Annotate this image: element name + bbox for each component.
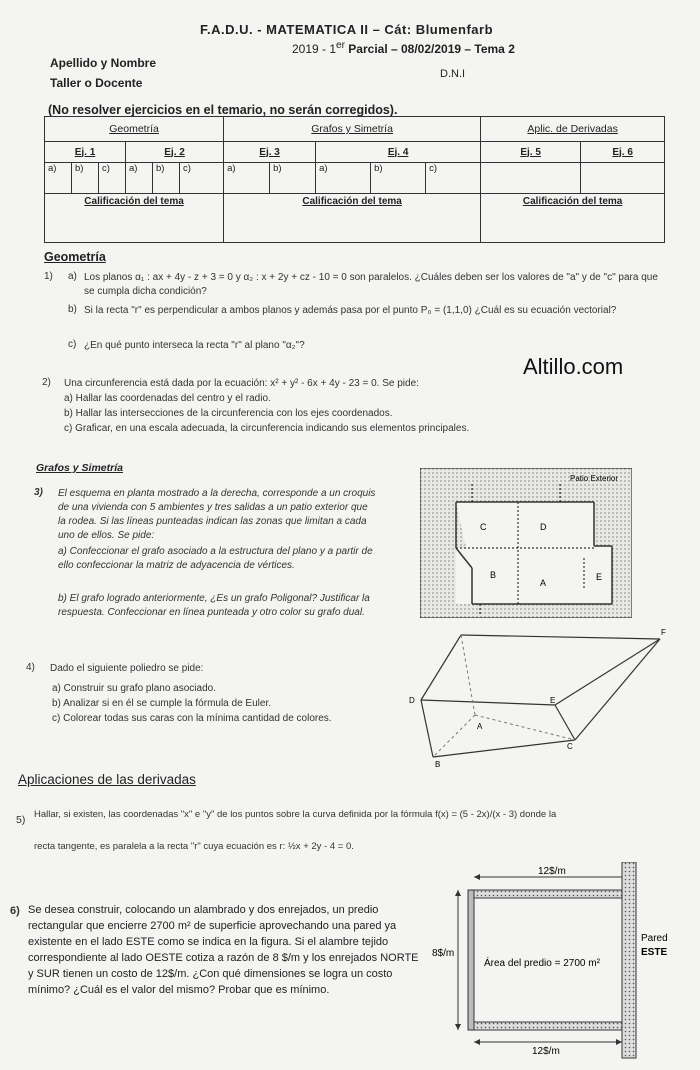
top-dim-arrow-left [474, 874, 480, 880]
calificacion-grafos: Calificación del tema [224, 194, 481, 243]
vertex-e: E [550, 696, 556, 705]
q2a-text: a) Hallar las coordenadas del centro y el radio. [64, 393, 271, 404]
q3-text: El esquema en planta mostrado a la derecha, corresponde a un croquis de una vivienda con 5 ambientes y tres salidas a un patio exterior que la rodea. Si las líneas punteadas indican las zonas que limitan a cada uno de ellos. Se pide: [58, 488, 376, 541]
label-room-b: B [490, 570, 497, 580]
q2c-text: c) Graficar, en una escala adecuada, la circunferencia indicando sus elementos principales. [64, 423, 470, 434]
section-derivadas: Aplic. de Derivadas [481, 117, 665, 142]
q2b-text: b) Hallar las intersecciones de la circunferencia con los ejes coordenados. [64, 408, 393, 419]
dni-label: D.N.I [440, 68, 466, 80]
south-fence [474, 1022, 622, 1030]
q4b-text: b) Analizar si en él se cumple la fórmula de Euler. [52, 698, 271, 709]
east-wall [622, 862, 636, 1058]
label-room-e: E [596, 572, 603, 582]
q4c-text: c) Colorear todas sus caras con la mínima cantidad de colores. [52, 713, 332, 724]
left-dim-arrow-top [455, 890, 461, 896]
floor-plan-figure [420, 468, 632, 618]
grade-cell-ej6 [581, 163, 665, 194]
polyhedron-figure [405, 625, 675, 770]
sub-label: b) [153, 163, 180, 194]
vertex-b: B [435, 760, 441, 769]
vertex-d: D [409, 696, 415, 705]
sub-label: a) [45, 163, 72, 194]
label-room-a: A [540, 578, 547, 588]
west-wire-fence [468, 890, 474, 1030]
vertex-a: A [477, 722, 483, 731]
sub-label: a) [316, 163, 371, 194]
q1-number: 1) [44, 271, 53, 282]
geometria-title: Geometría [44, 250, 106, 264]
q3b-text: b) El grafo logrado anteriormente, ¿Es un grafo Poligonal? Justificar la respuesta. Confeccionar en línea punteada y otro color su grafo dual. [58, 593, 370, 618]
q5-number: 5) [16, 814, 26, 826]
q4-number: 4) [26, 662, 35, 673]
vertex-c: C [567, 742, 573, 751]
bottom-cost-label: 12$/m [532, 1046, 560, 1057]
derivadas-title: Aplicaciones de las derivadas [18, 772, 196, 787]
q4a-text: a) Construir su grafo plano asociado. [52, 683, 216, 694]
sub-label: b) [270, 163, 316, 194]
ej-1: Ej. 1 [45, 142, 126, 163]
left-cost-label: 8$/m [432, 948, 455, 959]
bottom-dim-arrow-right [616, 1039, 622, 1045]
q6-text: Se desea construir, colocando un alambrado y dos enrejados, un predio rectangular que encierre 2700 m² de superficie aprovechando una pared ya existente en el lado ESTE como se indica en la figura. Si el alambre tejido correspondiente al lado OESTE cotiza a razón de 8 $/m y los enrejados NORTE y SUR tienen un costo de 12$/m. ¿Con qué dimensiones se logra un costo mínimo? ¿Cuál es el valor del mismo? Probar que es mínimo. [28, 904, 419, 996]
sub-label: c) [99, 163, 126, 194]
top-cost-label: 12$/m [538, 866, 566, 877]
vivienda-area [456, 502, 612, 604]
calificacion-derivadas: Calificación del tema [481, 194, 665, 243]
predio-figure [428, 862, 680, 1062]
sub-label: c) [180, 163, 224, 194]
grading-table [44, 116, 665, 243]
ej-6: Ej. 6 [581, 142, 665, 163]
ej-5: Ej. 5 [481, 142, 581, 163]
calificacion-geometria: Calificación del tema [45, 194, 224, 243]
q5-line2: recta tangente, es paralela a la recta "r" cuya ecuación es r: ½x + 2y - 4 = 0. [34, 841, 354, 852]
q1a-text: Los planos α₁ : ax + 4y - z + 3 = 0 y α₂ : x + 2y + cz - 10 = 0 son paralelos. ¿Cuáles deben ser los valores de "a" y de "c" para que se cumpla dicha condición? [84, 272, 658, 297]
label-room-c: C [480, 522, 487, 532]
ej-3: Ej. 3 [224, 142, 316, 163]
north-fence [474, 890, 622, 898]
wall-label-1: Pared [641, 933, 668, 944]
q1c-text: ¿En qué punto interseca la recta "r" al plano "α₂"? [84, 340, 305, 351]
sub-label: c) [426, 163, 481, 194]
apellido-label: Apellido y Nombre [50, 56, 157, 70]
section-geometria: Geometría [45, 117, 224, 142]
q4-text: Dado el siguiente poliedro se pide: [50, 663, 204, 674]
grafos-title: Grafos y Simetría [36, 462, 123, 474]
sub-label: b) [371, 163, 426, 194]
ej-4: Ej. 4 [316, 142, 481, 163]
watermark-altillo: Altillo.com [523, 354, 624, 379]
q3a-text: a) Confeccionar el grafo asociado a la estructura del plano y a partir de ello confeccionar la matriz de adyacencia de vértices. [58, 546, 373, 571]
wall-label-2: ESTE [641, 947, 668, 958]
exam-subtitle [292, 40, 515, 56]
exam-sup: er [336, 40, 345, 51]
area-label: Área del predio = 2700 m² [484, 958, 600, 969]
sub-label: b) [72, 163, 99, 194]
q1b-text: Si la recta "r" es perpendicular a ambos planos y además pasa por el punto P₀ = (1,1,0) ¿Cuál es su ecuación vectorial? [84, 305, 617, 316]
sub-label: a) [224, 163, 270, 194]
q1a-label: a) [68, 271, 77, 282]
exam-title: F.A.D.U. - MATEMATICA II – Cát: Blumenfarb [200, 22, 494, 37]
polyhedron-edges [421, 635, 660, 757]
section-grafos: Grafos y Simetría [224, 117, 481, 142]
label-room-d: D [540, 522, 547, 532]
taller-label: Taller o Docente [50, 76, 143, 90]
label-patio: Patio Exterior [570, 474, 619, 483]
q3-number: 3) [34, 487, 43, 498]
q1c-label: c) [68, 339, 77, 350]
q6-number: 6) [10, 905, 20, 917]
exam-text: Parcial – 08/02/2019 – Tema 2 [348, 42, 515, 56]
q2-number: 2) [42, 377, 51, 388]
ej-2: Ej. 2 [126, 142, 224, 163]
q2-text: Una circunferencia está dada por la ecuación: x² + y² - 6x + 4y - 23 = 0. Se pide: [64, 378, 419, 389]
q5-line1: Hallar, si existen, las coordenadas "x" e "y" de los puntos sobre la curva definida por la fórmula f(x) = (5 - 2x)/(x - 3) donde la [34, 809, 557, 820]
grade-cell-ej5 [481, 163, 581, 194]
left-dim-arrow-bottom [455, 1024, 461, 1030]
vertex-f: F [661, 628, 666, 637]
q1b-label: b) [68, 304, 77, 315]
bottom-dim-arrow-left [474, 1039, 480, 1045]
exam-prefix: 2019 - 1 [292, 42, 337, 56]
instructions: (No resolver ejercicios en el temario, no serán corregidos). [48, 103, 398, 117]
sub-label: a) [126, 163, 153, 194]
